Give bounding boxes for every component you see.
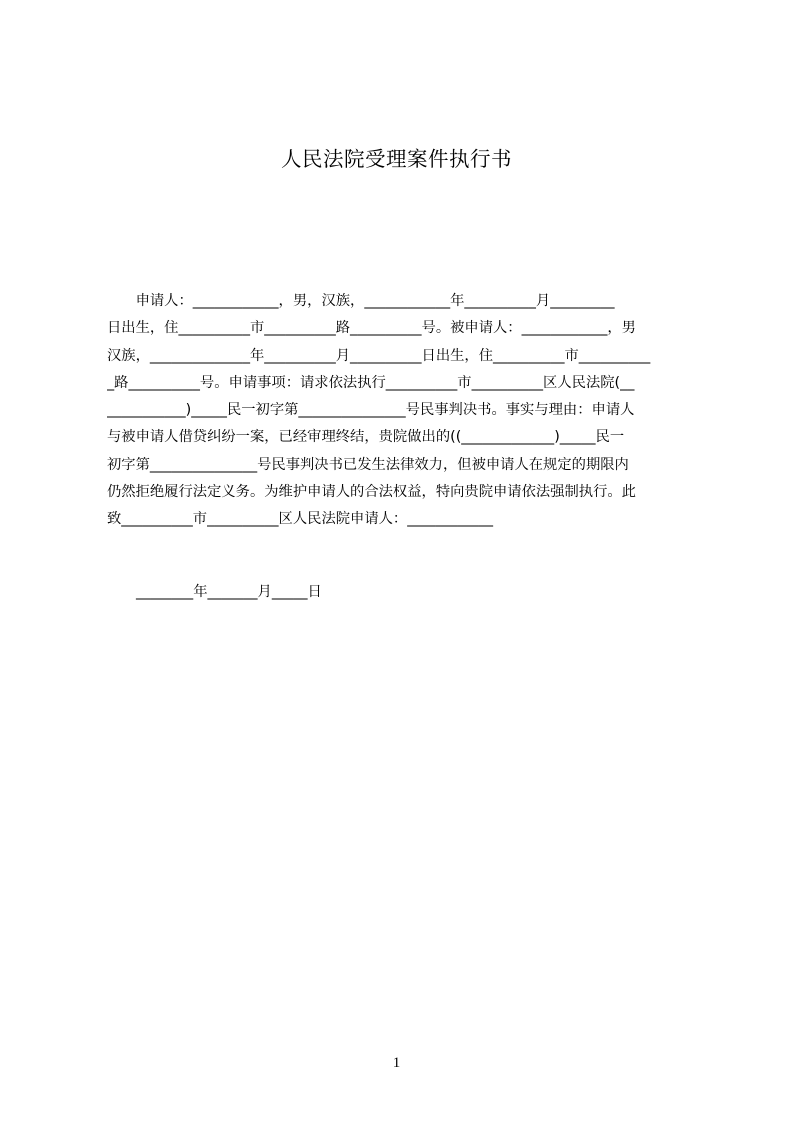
body-line: 日出生，住__________市__________路__________号。被申请人：____________，男 xyxy=(107,320,636,337)
page-number: 1 xyxy=(392,1055,401,1071)
body-line: 仍然拒绝履行法定义务。为维护申请人的合法权益，特向贵院申请依法强制执行。此 xyxy=(107,484,636,501)
document-title: 人民法院受理案件执行书 xyxy=(281,147,512,171)
body-line: 申请人：____________，男，汉族，____________年__________月_________ xyxy=(107,293,615,309)
body-line: 初字第_______________号民事判决书已发生法律效力，但被申请人在规定的期限内 xyxy=(107,456,629,473)
body-line: _路__________号。申请事项：请求依法执行__________市__________区人民法院(__ xyxy=(107,374,635,391)
body-paragraph xyxy=(107,288,699,534)
body-line: 汉族，______________年__________月__________日出生，住__________市__________ xyxy=(107,347,651,364)
body-line: 致__________市__________区人民法院申请人：____________ xyxy=(107,511,494,528)
body-line: ___________)_____民一初字第_______________号民事判决书。事实与理由：申请人 xyxy=(107,402,635,419)
body-line: 与被申请人借贷纠纷一案，已经审理终结，贵院做出的((_____________)_____民一 xyxy=(107,429,625,446)
date-line: ________年_______月_____日 xyxy=(136,584,322,600)
